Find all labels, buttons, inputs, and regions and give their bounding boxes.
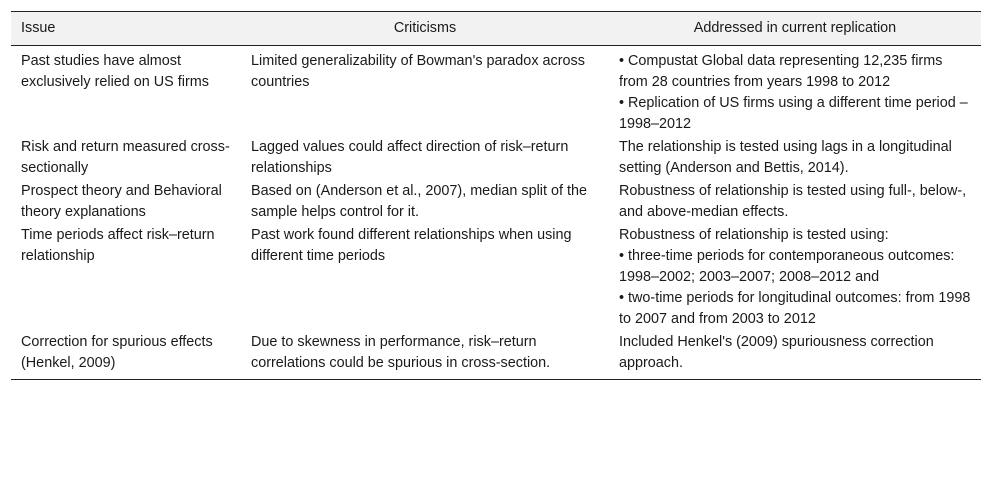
header-issue: Issue [11, 12, 241, 46]
cell-criticism: Lagged values could affect direction of risk–return relationships [251, 139, 569, 176]
cell-issue: Risk and return measured cross-sectionally [21, 139, 230, 176]
addressed-line: The relationship is tested using lags in a longitudinal setting (Anderson and Bettis, 2014). [619, 139, 952, 176]
cell-issue: Time periods affect risk–return relationship [21, 227, 215, 264]
addressed-line: Robustness of relationship is tested using full-, below-, and above-median effects. [619, 183, 967, 220]
addressed-line: • Compustat Global data representing 12,235 firms from 28 countries from years 1998 to 2012 [619, 53, 943, 90]
table-row [11, 136, 981, 180]
replication-table [11, 11, 981, 380]
table-body [11, 46, 981, 380]
cell-criticism: Limited generalizability of Bowman's paradox across countries [251, 53, 585, 90]
cell-issue: Prospect theory and Behavioral theory explanations [21, 183, 222, 220]
header-criticisms: Criticisms [241, 12, 609, 46]
table-row [11, 180, 981, 224]
cell-issue: Past studies have almost exclusively relied on US firms [21, 53, 209, 90]
table-row [11, 46, 981, 137]
table-row [11, 331, 981, 380]
cell-addressed [609, 331, 981, 380]
cell-addressed [609, 224, 981, 331]
header-row [11, 12, 981, 46]
cell-issue: Correction for spurious effects (Henkel, 2009) [11, 331, 241, 380]
addressed-line: • two-time periods for longitudinal outcomes: from 1998 to 2007 and from 2003 to 2012 [619, 290, 971, 327]
header-addressed: Addressed in current replication [609, 12, 981, 46]
cell-addressed [609, 136, 981, 180]
addressed-line: Included Henkel's (2009) spuriousness correction approach. [619, 334, 934, 371]
table-header [11, 12, 981, 46]
cell-criticism: Based on (Anderson et al., 2007), median split of the sample helps control for it. [251, 183, 587, 220]
addressed-line: • three-time periods for contemporaneous outcomes: 1998–2002; 2003–2007; 2008–2012 and [619, 248, 955, 285]
cell-criticism: Due to skewness in performance, risk–return correlations could be spurious in cross-section. [241, 331, 609, 380]
addressed-line: • Replication of US firms using a different time period – 1998–2012 [619, 95, 968, 132]
table-row [11, 224, 981, 331]
cell-addressed [609, 180, 981, 224]
cell-addressed [609, 46, 981, 137]
addressed-line: Robustness of relationship is tested using: [619, 227, 889, 243]
cell-criticism: Past work found different relationships when using different time periods [251, 227, 572, 264]
